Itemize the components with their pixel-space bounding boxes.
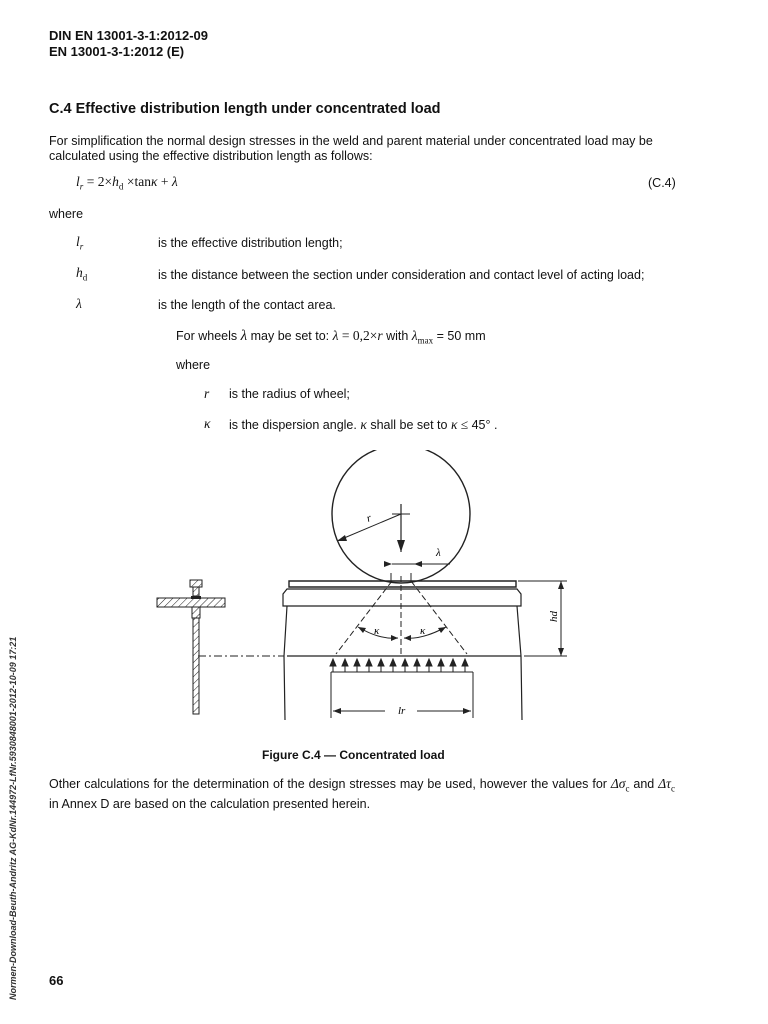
wheels-mid: may be set to: (250, 329, 330, 343)
label-r: r (364, 512, 374, 525)
closing-paragraph: Other calculations for the determination of the design stresses may be used, however the values for $\Delta\sigma_c$ and $\Delta\tau_c$ in Annex D are based on the calculation presented herein. (49, 776, 675, 811)
rail-head (289, 581, 516, 587)
definition-kappa: is the dispersion angle. κ shall be set to κ ≤ 45° . (229, 417, 498, 432)
dispersion-right (411, 581, 467, 654)
wheels-note: For wheels λ may be set to: λ = 0,2×r with $\lambda_{max} = 50$ mm (176, 328, 486, 346)
load-arrow-head (397, 540, 405, 552)
section-web (193, 618, 199, 714)
definition-kappa-text: is the dispersion angle. (229, 418, 357, 432)
figure-caption: Figure C.4 — Concentrated load (262, 748, 445, 762)
label-kappa-right: κ (420, 625, 426, 637)
definition-lambda: is the length of the contact area. (158, 298, 336, 312)
label-lr: lr (398, 705, 406, 717)
definition-hd: is the distance between the section under consideration and contact level of acting load; (158, 268, 645, 282)
label-hd: hd (548, 611, 560, 622)
doc-header (49, 28, 208, 60)
closing-text-2: in Annex D are based on the calculation presented herein. (49, 796, 371, 811)
section-flange (157, 598, 225, 607)
symbol-lambda: λ (76, 296, 82, 311)
dispersion-left (336, 581, 392, 654)
page-number: 66 (49, 973, 64, 988)
where-label: where (49, 207, 84, 221)
symbol-hd: $h_d$ (76, 265, 88, 283)
rail-flange (283, 589, 521, 606)
header-line-2: EN 13001-3-1:2012 (E) (49, 44, 185, 59)
lambda-max-value: = 50 mm (436, 329, 486, 343)
equation-number: (C.4) (648, 176, 676, 190)
section-title: C.4 Effective distribution length under concentrated load (49, 101, 441, 117)
girder-sides (284, 606, 521, 656)
symbol-r: r (204, 386, 210, 401)
kappa-limit: 45° (471, 418, 491, 432)
definition-lr: is the effective distribution length; (158, 236, 343, 250)
where-label-2: where (176, 358, 211, 372)
figure-concentrated-load (150, 450, 590, 745)
symbol-kappa: κ (204, 416, 211, 431)
side-watermark: Normen-Download-Beuth-Andritz AG-KdNr.144972-LfNr.5930848001-2012-10-09 17:21 (8, 636, 18, 1000)
closing-text-1: Other calculations for the determination of the design stresses may be used, however the values for (49, 777, 607, 791)
closing-and: and (633, 777, 655, 791)
wheels-prefix: For wheels (176, 329, 238, 343)
wheels-with: with (386, 329, 409, 343)
kappa-shall: shall be set to (370, 418, 448, 432)
symbol-lr: $l_r$ (76, 234, 84, 252)
label-kappa-left: κ (374, 625, 380, 637)
section-rail-head (190, 580, 202, 587)
equation-c4: $l_r = 2\times h_d \times\tan\kappa + \lambda$ (76, 174, 178, 192)
header-line-1: DIN EN 13001-3-1:2012-09 (49, 28, 208, 43)
definition-r: is the radius of wheel; (229, 387, 350, 401)
radius-arrowhead (337, 535, 347, 541)
label-lambda: λ (436, 547, 441, 559)
distributed-load-arrows (330, 659, 473, 672)
intro-paragraph: For simplification the normal design stresses in the weld and parent material under concentrated load may be calculated using the effective distribution length as follows: (49, 134, 653, 163)
